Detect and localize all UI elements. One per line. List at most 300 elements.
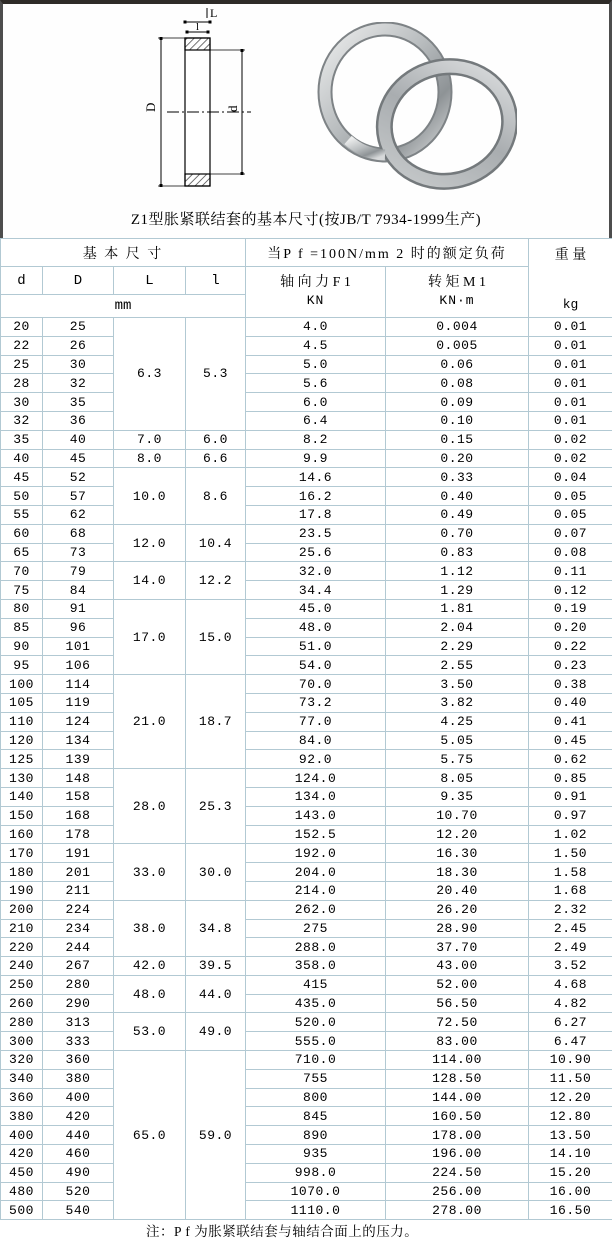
cell-torque: 37.70 <box>386 938 529 957</box>
cell-axial-force: 520.0 <box>246 1013 386 1032</box>
cell-D: 148 <box>43 769 114 788</box>
table-row <box>1 336 612 355</box>
cell-d: 340 <box>1 1069 43 1088</box>
cell-D: 101 <box>43 637 114 656</box>
table-row <box>1 1032 612 1051</box>
cell-d: 120 <box>1 731 43 750</box>
table-row <box>1 543 612 562</box>
header-col-d: d <box>1 267 43 295</box>
cell-axial-force: 214.0 <box>246 881 386 900</box>
cell-axial-force: 134.0 <box>246 787 386 806</box>
cell-l: 44.0 <box>186 975 246 1013</box>
header-weight <box>529 239 612 318</box>
table-row <box>1 712 612 731</box>
cell-l: 6.0 <box>186 430 246 449</box>
cell-D: 168 <box>43 806 114 825</box>
cell-d: 420 <box>1 1145 43 1164</box>
cell-weight: 0.85 <box>529 769 612 788</box>
cell-torque: 114.00 <box>386 1051 529 1070</box>
cell-weight: 1.58 <box>529 863 612 882</box>
cell-d: 110 <box>1 712 43 731</box>
cell-axial-force: 23.5 <box>246 524 386 543</box>
cell-l: 25.3 <box>186 769 246 844</box>
cell-D: 57 <box>43 487 114 506</box>
cell-weight: 0.01 <box>529 374 612 393</box>
cell-L: 33.0 <box>114 844 186 900</box>
cell-D: 244 <box>43 938 114 957</box>
cell-d: 60 <box>1 524 43 543</box>
cell-weight: 6.27 <box>529 1013 612 1032</box>
cell-torque: 0.005 <box>386 336 529 355</box>
cell-d: 360 <box>1 1088 43 1107</box>
header-axial-force-label: 轴 向 力 F 1 <box>280 275 351 290</box>
cell-d: 105 <box>1 693 43 712</box>
cell-torque: 0.33 <box>386 468 529 487</box>
cell-d: 130 <box>1 769 43 788</box>
table-row <box>1 938 612 957</box>
cell-axial-force: 92.0 <box>246 750 386 769</box>
cell-weight: 0.62 <box>529 750 612 769</box>
cell-L: 8.0 <box>114 449 186 468</box>
cell-l: 6.6 <box>186 449 246 468</box>
cell-d: 160 <box>1 825 43 844</box>
cell-d: 80 <box>1 599 43 618</box>
cell-axial-force: 4.0 <box>246 318 386 337</box>
header-basic-dims: 基 本 尺 寸 <box>1 239 246 267</box>
dim-label-l: l <box>196 21 200 33</box>
cell-weight: 0.01 <box>529 355 612 374</box>
cell-l: 59.0 <box>186 1051 246 1220</box>
cell-axial-force: 9.9 <box>246 449 386 468</box>
header-torque-label: 转 矩 M 1 <box>428 275 486 290</box>
cell-weight: 14.10 <box>529 1145 612 1164</box>
cell-D: 45 <box>43 449 114 468</box>
cell-axial-force: 73.2 <box>246 693 386 712</box>
cell-weight: 0.05 <box>529 505 612 524</box>
cell-axial-force: 415 <box>246 975 386 994</box>
table-row <box>1 562 612 581</box>
cell-d: 45 <box>1 468 43 487</box>
cell-D: 26 <box>43 336 114 355</box>
table-row <box>1 430 612 449</box>
cell-axial-force: 34.4 <box>246 581 386 600</box>
cell-axial-force: 84.0 <box>246 731 386 750</box>
cell-torque: 160.50 <box>386 1107 529 1126</box>
cell-weight: 2.32 <box>529 900 612 919</box>
cell-torque: 3.50 <box>386 675 529 694</box>
cell-d: 65 <box>1 543 43 562</box>
table-row <box>1 919 612 938</box>
cell-weight: 0.01 <box>529 411 612 430</box>
cell-D: 84 <box>43 581 114 600</box>
cell-D: 134 <box>43 731 114 750</box>
cell-weight: 0.05 <box>529 487 612 506</box>
table-row <box>1 487 612 506</box>
cell-torque: 72.50 <box>386 1013 529 1032</box>
cell-L: 28.0 <box>114 769 186 844</box>
cell-axial-force: 204.0 <box>246 863 386 882</box>
cell-D: 313 <box>43 1013 114 1032</box>
table-row <box>1 637 612 656</box>
cell-weight: 4.68 <box>529 975 612 994</box>
cell-d: 30 <box>1 393 43 412</box>
cell-torque: 4.25 <box>386 712 529 731</box>
cell-D: 106 <box>43 656 114 675</box>
cell-axial-force: 16.2 <box>246 487 386 506</box>
cross-section-drawing <box>141 6 269 204</box>
cell-weight: 0.91 <box>529 787 612 806</box>
cell-weight: 1.68 <box>529 881 612 900</box>
cell-torque: 0.49 <box>386 505 529 524</box>
dim-label-L: L <box>210 6 218 20</box>
cell-D: 280 <box>43 975 114 994</box>
header-col-D: D <box>43 267 114 295</box>
cell-D: 96 <box>43 618 114 637</box>
cell-D: 124 <box>43 712 114 731</box>
header-torque <box>386 267 529 318</box>
cell-weight: 10.90 <box>529 1051 612 1070</box>
cell-axial-force: 1070.0 <box>246 1182 386 1201</box>
cell-torque: 224.50 <box>386 1163 529 1182</box>
cell-axial-force: 70.0 <box>246 675 386 694</box>
cell-axial-force: 998.0 <box>246 1163 386 1182</box>
cell-axial-force: 358.0 <box>246 957 386 976</box>
cell-d: 95 <box>1 656 43 675</box>
header-torque-unit: KN·m <box>439 293 475 308</box>
cell-torque: 0.40 <box>386 487 529 506</box>
cell-D: 178 <box>43 825 114 844</box>
cell-torque: 0.08 <box>386 374 529 393</box>
cell-D: 62 <box>43 505 114 524</box>
cell-d: 450 <box>1 1163 43 1182</box>
cell-torque: 0.06 <box>386 355 529 374</box>
cell-d: 260 <box>1 994 43 1013</box>
table-row <box>1 1163 612 1182</box>
cell-D: 36 <box>43 411 114 430</box>
cell-axial-force: 755 <box>246 1069 386 1088</box>
table-row <box>1 449 612 468</box>
cell-weight: 16.50 <box>529 1201 612 1220</box>
cell-l: 34.8 <box>186 900 246 956</box>
cell-L: 53.0 <box>114 1013 186 1051</box>
cell-axial-force: 25.6 <box>246 543 386 562</box>
cell-torque: 0.83 <box>386 543 529 562</box>
cell-D: 234 <box>43 919 114 938</box>
cell-d: 210 <box>1 919 43 938</box>
table-row <box>1 1051 612 1070</box>
table-row <box>1 769 612 788</box>
table-row <box>1 599 612 618</box>
spec-table-header <box>1 239 612 318</box>
table-row <box>1 1088 612 1107</box>
cell-torque: 196.00 <box>386 1145 529 1164</box>
table-row <box>1 393 612 412</box>
cell-d: 150 <box>1 806 43 825</box>
cell-weight: 0.97 <box>529 806 612 825</box>
cell-axial-force: 51.0 <box>246 637 386 656</box>
cell-d: 400 <box>1 1126 43 1145</box>
cell-weight: 0.41 <box>529 712 612 731</box>
cell-weight: 0.45 <box>529 731 612 750</box>
cell-d: 125 <box>1 750 43 769</box>
cell-d: 90 <box>1 637 43 656</box>
cell-l: 10.4 <box>186 524 246 562</box>
cell-d: 100 <box>1 675 43 694</box>
cell-weight: 16.00 <box>529 1182 612 1201</box>
cell-weight: 12.20 <box>529 1088 612 1107</box>
header-rated-load: 当P f =100N/mm 2 时的额定负荷 <box>246 239 529 267</box>
cell-axial-force: 555.0 <box>246 1032 386 1051</box>
cell-l: 5.3 <box>186 318 246 431</box>
table-row <box>1 975 612 994</box>
cell-L: 21.0 <box>114 675 186 769</box>
cell-torque: 0.10 <box>386 411 529 430</box>
table-row <box>1 1069 612 1088</box>
cell-d: 190 <box>1 881 43 900</box>
cell-d: 300 <box>1 1032 43 1051</box>
cell-D: 224 <box>43 900 114 919</box>
table-row <box>1 618 612 637</box>
cell-weight: 0.22 <box>529 637 612 656</box>
cell-D: 540 <box>43 1201 114 1220</box>
cell-torque: 28.90 <box>386 919 529 938</box>
cell-axial-force: 275 <box>246 919 386 938</box>
cell-D: 420 <box>43 1107 114 1126</box>
table-row <box>1 806 612 825</box>
cell-axial-force: 14.6 <box>246 468 386 487</box>
cell-torque: 256.00 <box>386 1182 529 1201</box>
cell-D: 139 <box>43 750 114 769</box>
cell-d: 32 <box>1 411 43 430</box>
cell-torque: 0.20 <box>386 449 529 468</box>
cell-torque: 12.20 <box>386 825 529 844</box>
cell-weight: 15.20 <box>529 1163 612 1182</box>
cell-axial-force: 17.8 <box>246 505 386 524</box>
cell-weight: 0.20 <box>529 618 612 637</box>
cell-axial-force: 4.5 <box>246 336 386 355</box>
dim-label-D: D <box>143 102 158 112</box>
cell-D: 460 <box>43 1145 114 1164</box>
cell-torque: 0.70 <box>386 524 529 543</box>
cell-torque: 20.40 <box>386 881 529 900</box>
cell-d: 28 <box>1 374 43 393</box>
table-row <box>1 693 612 712</box>
table-row <box>1 1201 612 1220</box>
cell-l: 39.5 <box>186 957 246 976</box>
cell-d: 500 <box>1 1201 43 1220</box>
cell-torque: 1.81 <box>386 599 529 618</box>
cell-torque: 2.55 <box>386 656 529 675</box>
cell-weight: 0.08 <box>529 543 612 562</box>
table-row <box>1 881 612 900</box>
table-row <box>1 1126 612 1145</box>
cell-torque: 0.09 <box>386 393 529 412</box>
cell-torque: 5.05 <box>386 731 529 750</box>
cell-d: 70 <box>1 562 43 581</box>
header-axial-force <box>246 267 386 318</box>
cell-torque: 26.20 <box>386 900 529 919</box>
table-row <box>1 411 612 430</box>
table-row <box>1 318 612 337</box>
cell-axial-force: 32.0 <box>246 562 386 581</box>
cell-D: 119 <box>43 693 114 712</box>
header-col-l: l <box>186 267 246 295</box>
cell-axial-force: 262.0 <box>246 900 386 919</box>
spec-table-body <box>1 318 612 1220</box>
table-row <box>1 731 612 750</box>
cell-d: 35 <box>1 430 43 449</box>
cell-weight: 12.80 <box>529 1107 612 1126</box>
table-row <box>1 900 612 919</box>
cell-axial-force: 1110.0 <box>246 1201 386 1220</box>
cell-weight: 0.02 <box>529 430 612 449</box>
cell-D: 158 <box>43 787 114 806</box>
cell-weight: 0.01 <box>529 318 612 337</box>
cell-l: 15.0 <box>186 599 246 674</box>
table-row <box>1 374 612 393</box>
cell-weight: 0.02 <box>529 449 612 468</box>
cell-D: 360 <box>43 1051 114 1070</box>
cell-torque: 1.29 <box>386 581 529 600</box>
header-unit-mm: mm <box>1 295 246 318</box>
cell-l: 49.0 <box>186 1013 246 1051</box>
product-photo-rings <box>315 22 517 190</box>
cell-D: 79 <box>43 562 114 581</box>
cell-torque: 128.50 <box>386 1069 529 1088</box>
cell-weight: 4.82 <box>529 994 612 1013</box>
cell-d: 180 <box>1 863 43 882</box>
cell-torque: 43.00 <box>386 957 529 976</box>
cell-axial-force: 710.0 <box>246 1051 386 1070</box>
cell-d: 250 <box>1 975 43 994</box>
cell-D: 290 <box>43 994 114 1013</box>
cell-D: 201 <box>43 863 114 882</box>
table-row <box>1 675 612 694</box>
cell-weight: 0.01 <box>529 336 612 355</box>
cell-D: 333 <box>43 1032 114 1051</box>
cell-L: 6.3 <box>114 318 186 431</box>
table-row <box>1 1182 612 1201</box>
cell-D: 400 <box>43 1088 114 1107</box>
cell-torque: 83.00 <box>386 1032 529 1051</box>
cell-D: 520 <box>43 1182 114 1201</box>
cell-torque: 278.00 <box>386 1201 529 1220</box>
cell-D: 440 <box>43 1126 114 1145</box>
cell-L: 14.0 <box>114 562 186 600</box>
table-row <box>1 957 612 976</box>
cell-torque: 5.75 <box>386 750 529 769</box>
table-row <box>1 355 612 374</box>
table-row <box>1 994 612 1013</box>
cell-D: 73 <box>43 543 114 562</box>
cell-weight: 13.50 <box>529 1126 612 1145</box>
cell-d: 480 <box>1 1182 43 1201</box>
cell-axial-force: 845 <box>246 1107 386 1126</box>
cell-torque: 0.004 <box>386 318 529 337</box>
cell-D: 40 <box>43 430 114 449</box>
table-row <box>1 787 612 806</box>
cell-torque: 0.15 <box>386 430 529 449</box>
cell-axial-force: 124.0 <box>246 769 386 788</box>
table-row <box>1 750 612 769</box>
cell-l: 8.6 <box>186 468 246 524</box>
cell-axial-force: 288.0 <box>246 938 386 957</box>
cell-axial-force: 48.0 <box>246 618 386 637</box>
cell-L: 38.0 <box>114 900 186 956</box>
table-row <box>1 468 612 487</box>
footnote: 注：P f 为胀紧联结套与轴结合面上的压力。 <box>146 1224 419 1240</box>
cell-l: 18.7 <box>186 675 246 769</box>
hero-section <box>0 0 612 238</box>
cell-l: 12.2 <box>186 562 246 600</box>
table-row <box>1 844 612 863</box>
cell-torque: 2.29 <box>386 637 529 656</box>
cell-weight: 0.12 <box>529 581 612 600</box>
cell-torque: 16.30 <box>386 844 529 863</box>
cell-torque: 52.00 <box>386 975 529 994</box>
cell-d: 55 <box>1 505 43 524</box>
cell-d: 380 <box>1 1107 43 1126</box>
dim-label-d: d <box>225 105 240 112</box>
cell-D: 114 <box>43 675 114 694</box>
cell-d: 50 <box>1 487 43 506</box>
cell-l: 30.0 <box>186 844 246 900</box>
table-row <box>1 863 612 882</box>
cell-weight: 1.02 <box>529 825 612 844</box>
cell-axial-force: 5.6 <box>246 374 386 393</box>
cell-D: 25 <box>43 318 114 337</box>
cell-D: 91 <box>43 599 114 618</box>
cell-d: 25 <box>1 355 43 374</box>
cell-d: 220 <box>1 938 43 957</box>
cell-axial-force: 54.0 <box>246 656 386 675</box>
cell-torque: 3.82 <box>386 693 529 712</box>
cell-weight: 0.19 <box>529 599 612 618</box>
cell-axial-force: 935 <box>246 1145 386 1164</box>
cell-torque: 10.70 <box>386 806 529 825</box>
cell-D: 35 <box>43 393 114 412</box>
cell-weight: 0.11 <box>529 562 612 581</box>
cell-d: 280 <box>1 1013 43 1032</box>
cell-weight: 0.23 <box>529 656 612 675</box>
cell-D: 267 <box>43 957 114 976</box>
cell-axial-force: 192.0 <box>246 844 386 863</box>
cell-axial-force: 45.0 <box>246 599 386 618</box>
cell-weight: 0.07 <box>529 524 612 543</box>
cell-D: 32 <box>43 374 114 393</box>
cell-L: 10.0 <box>114 468 186 524</box>
cell-axial-force: 143.0 <box>246 806 386 825</box>
cell-torque: 2.04 <box>386 618 529 637</box>
cell-torque: 56.50 <box>386 994 529 1013</box>
cell-L: 12.0 <box>114 524 186 562</box>
cell-axial-force: 6.4 <box>246 411 386 430</box>
cell-D: 211 <box>43 881 114 900</box>
cell-weight: 6.47 <box>529 1032 612 1051</box>
cell-weight: 0.40 <box>529 693 612 712</box>
cell-weight: 3.52 <box>529 957 612 976</box>
cell-axial-force: 5.0 <box>246 355 386 374</box>
cell-axial-force: 800 <box>246 1088 386 1107</box>
cell-L: 17.0 <box>114 599 186 674</box>
table-row <box>1 656 612 675</box>
cell-weight: 0.38 <box>529 675 612 694</box>
cell-D: 52 <box>43 468 114 487</box>
cell-weight: 2.45 <box>529 919 612 938</box>
cell-d: 20 <box>1 318 43 337</box>
cell-axial-force: 6.0 <box>246 393 386 412</box>
cell-torque: 18.30 <box>386 863 529 882</box>
